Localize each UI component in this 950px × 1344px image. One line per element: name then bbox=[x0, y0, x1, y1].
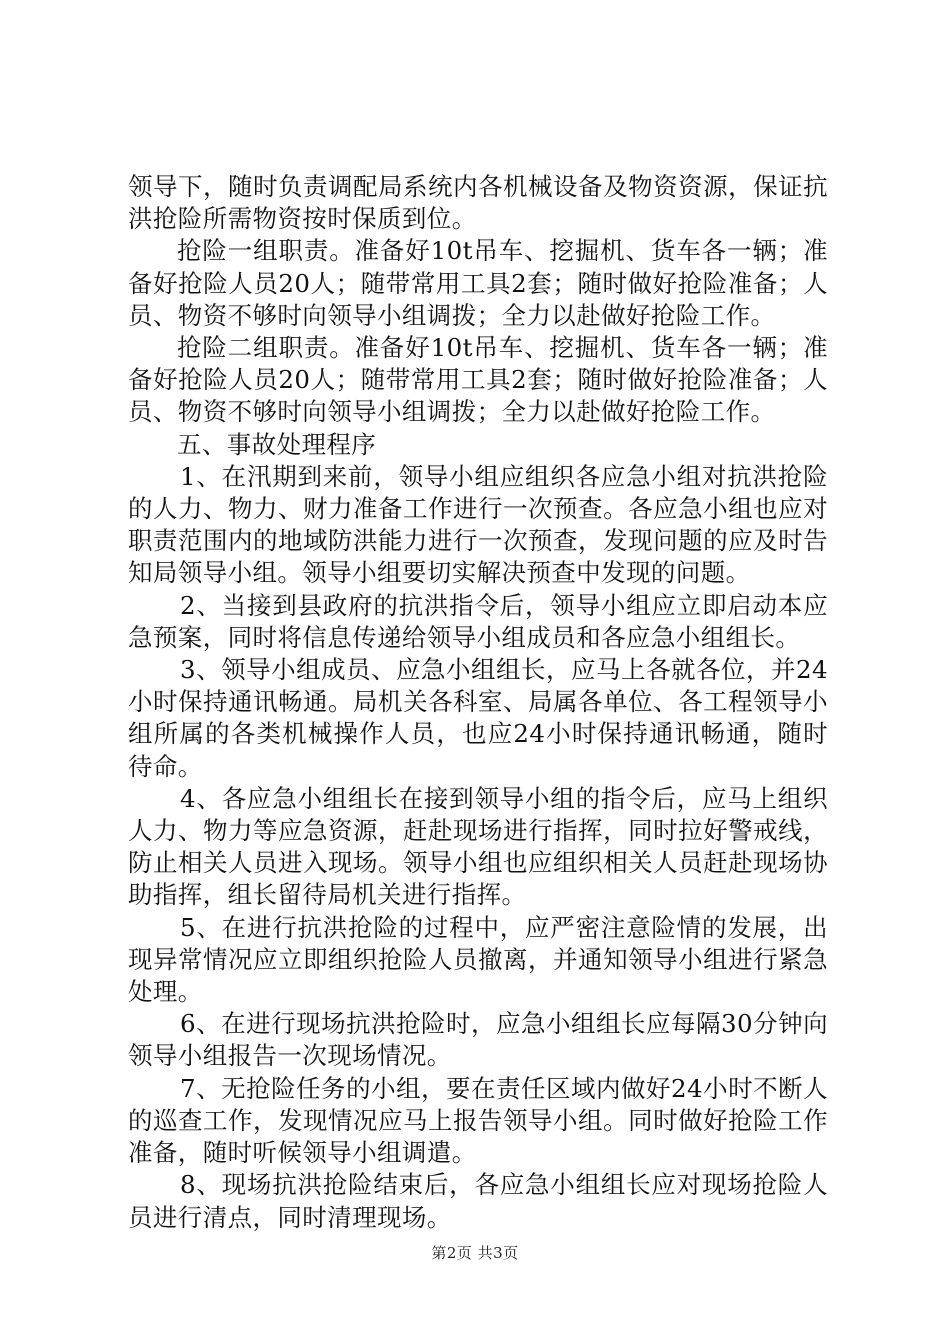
procedure-item-7: 7、无抢险任务的小组，要在责任区域内做好24小时不断人的巡查工作，发现情况应马上报告领导小组。同时做好抢险工作准备，随时听候领导小组调遣。 bbox=[128, 1073, 828, 1168]
procedure-item-2: 2、当接到县政府的抗洪指令后，领导小组应立即启动本应急预案，同时将信息传递给领导小组成员和各应急小组组长。 bbox=[128, 590, 828, 652]
paragraph-rescue-team-2: 抢险二组职责。准备好10t吊车、挖掘机、货车各一辆；准备好抢险人员20人；随带常用工具2套；随时做好抢险准备；人员、物资不够时向领导小组调拨；全力以赴做好抢险工作。 bbox=[128, 333, 828, 427]
procedure-item-1: 1、在汛期到来前，领导小组应组织各应急小组对抗洪抢险的人力、物力、财力准备工作进行一次预查。各应急小组也应对职责范围内的地域防洪能力进行一次预查，发现问题的应及时告知局领导小组。领导小组要切实解决预查中发现的问题。 bbox=[128, 461, 828, 588]
procedure-item-8: 8、现场抗洪抢险结束后，各应急小组组长应对现场抢险人员进行清点，同时清理现场。 bbox=[128, 1170, 828, 1232]
section-heading-accident-procedure: 五、事故处理程序 bbox=[177, 429, 377, 459]
paragraph-rescue-team-1: 抢险一组职责。准备好10t吊车、挖掘机、货车各一辆；准备好抢险人员20人；随带常用工具2套；随时做好抢险准备；人员、物资不够时向领导小组调拨；全力以赴做好抢险工作。 bbox=[128, 236, 828, 330]
paragraph-continuation: 领导下，随时负责调配局系统内各机械设备及物资资源，保证抗洪抢险所需物资按时保质到位。 bbox=[128, 172, 828, 234]
procedure-item-6: 6、在进行现场抗洪抢险时，应急小组组长应每隔30分钟向领导小组报告一次现场情况。 bbox=[128, 1009, 828, 1071]
procedure-item-3: 3、领导小组成员、应急小组组长，应马上各就各位，并24小时保持通讯畅通。局机关各科室、局属各单位、各工程领导小组所属的各类机械操作人员，也应24小时保持通讯畅通，随时待命。 bbox=[128, 655, 828, 781]
procedure-item-5: 5、在进行抗洪抢险的过程中，应严密注意险情的发展，出现异常情况应立即组织抢险人员撤离，并通知领导小组进行紧急处理。 bbox=[128, 912, 828, 1007]
page-number-footer: 第2页 共3页 bbox=[431, 1244, 519, 1262]
procedure-item-4: 4、各应急小组组长在接到领导小组的指令后，应马上组织人力、物力等应急资源，赶赴现场进行指挥，同时拉好警戒线，防止相关人员进入现场。领导小组也应组织相关人员赶赴现场协助指挥，组长留待局机关进行指挥。 bbox=[128, 783, 828, 910]
document-body bbox=[128, 171, 828, 1234]
